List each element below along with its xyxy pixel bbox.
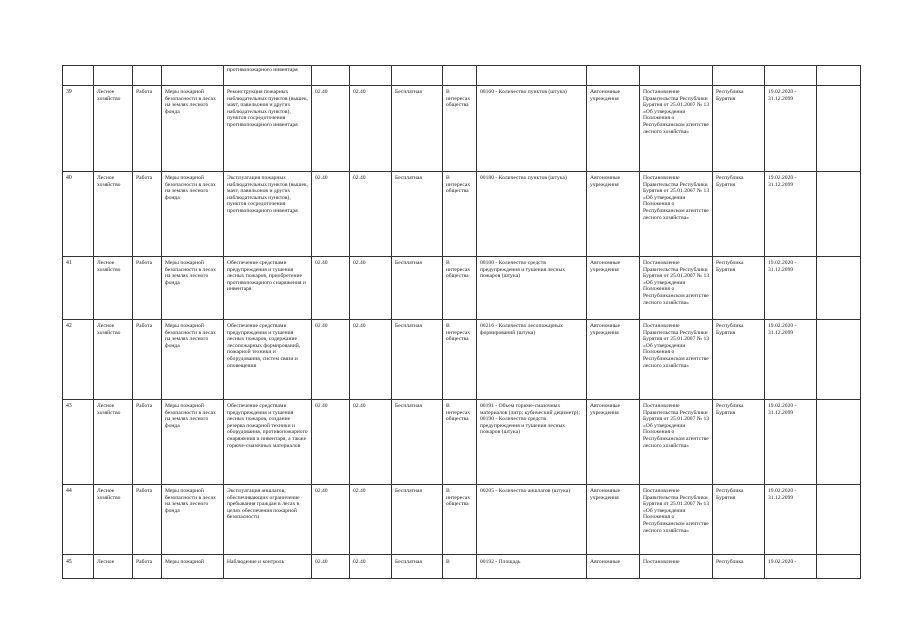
registry-page xyxy=(62,65,860,579)
period-cell: 19.02.2020 - 31.12.2099 xyxy=(765,485,817,555)
activity-cell: Наблюдение и контроль xyxy=(224,555,312,579)
payment-cell: Бесплатная xyxy=(392,555,443,579)
code-cell: 02.40 xyxy=(312,257,350,320)
period-cell: 19.02.2020 - 31.12.2099 xyxy=(765,172,817,257)
institution-cell: Автономные учреждения xyxy=(587,86,640,172)
activity-cell: Обеспечение средствами предупреждения и тушения лесных пожаров, приобретение противопожарного снаряжения и инвентаря xyxy=(224,257,312,320)
name-cell: Меры пожарной безопасности в лесах на землях лесного фонда xyxy=(162,485,224,555)
sector-cell: Лесное xyxy=(94,555,133,579)
interest-cell: В интересах общества xyxy=(443,86,477,172)
kind-cell: Работа xyxy=(133,400,162,485)
kind-cell: Работа xyxy=(133,320,162,400)
basis-cell: Постановление xyxy=(640,555,713,579)
code-cell: 02.40 xyxy=(350,257,392,320)
services-registry-table xyxy=(62,65,861,579)
code-cell: 02.40 xyxy=(312,86,350,172)
activity-cell: Эксплуатация пожарных наблюдательных пунктов (вышек, мачт, павильонов и других наблюдательных пунктов), пунктов сосредоточения противопожарного инвентаря xyxy=(224,172,312,257)
sector-cell: Лесное хозяйство xyxy=(94,320,133,400)
payment-cell: Бесплатная xyxy=(392,485,443,555)
period-cell: 19.02.2020 - xyxy=(765,555,817,579)
institution-cell: Автономные учреждения xyxy=(587,485,640,555)
period-cell: 19.02.2020 - 31.12.2099 xyxy=(765,257,817,320)
basis-cell: Постановление Правительства Республики Бурятия от 25.01.2007 № 13 «Об утверждении Положения о Республиканском агентстве лесного хозяйства» xyxy=(640,400,713,485)
payment-cell: Бесплатная xyxy=(392,320,443,400)
name-cell: Меры пожарной безопасности в лесах на землях лесного фонда xyxy=(162,172,224,257)
name-cell: Меры пожарной безопасности в лесах на землях лесного фонда xyxy=(162,400,224,485)
name-cell: Меры пожарной безопасности в лесах на землях лесного фонда xyxy=(162,320,224,400)
period-cell: 19.02.2020 - 31.12.2099 xyxy=(765,400,817,485)
institution-cell: Автономные учреждения xyxy=(587,320,640,400)
interest-cell: В интересах общества xyxy=(443,485,477,555)
table-row xyxy=(63,86,861,172)
sector-cell: Лесное хозяйство xyxy=(94,257,133,320)
kind-cell: Работа xyxy=(133,485,162,555)
table-row xyxy=(63,320,861,400)
basis-cell: Постановление Правительства Республики Бурятия от 25.01.2007 № 13 «Об утверждении Положения о Республиканском агентстве лесного хозяйства» xyxy=(640,485,713,555)
code-cell: 02.40 xyxy=(350,86,392,172)
row-number: 43 xyxy=(63,400,94,485)
interest-cell: В интересах общества xyxy=(443,172,477,257)
table-row xyxy=(63,400,861,485)
sector-cell: Лесное хозяйство xyxy=(94,86,133,172)
region-cell: Республика Бурятия xyxy=(713,257,765,320)
institution-cell: Автономные учреждения xyxy=(587,172,640,257)
table-row xyxy=(63,485,861,555)
activity-cell: Обеспечение средствами предупреждения и тушения лесных пожаров, содержание лесопожарных формирований, пожарной техники и оборудования, систем связи и оповещения xyxy=(224,320,312,400)
row-number: 44 xyxy=(63,485,94,555)
code-cell: 02.40 xyxy=(350,400,392,485)
table-row xyxy=(63,555,861,579)
row-number: 40 xyxy=(63,172,94,257)
payment-cell: Бесплатная xyxy=(392,257,443,320)
code-cell: 02.40 xyxy=(312,400,350,485)
region-cell: Республика Бурятия xyxy=(713,320,765,400)
code-cell: 02.40 xyxy=(350,172,392,257)
indicator-cell: 00160 - Количество пунктов (штука) xyxy=(477,86,587,172)
indicator-cell: 00192 - Площадь xyxy=(477,555,587,579)
table-row-continuation xyxy=(63,66,861,86)
code-cell: 02.40 xyxy=(312,320,350,400)
kind-cell: Работа xyxy=(133,555,162,579)
basis-cell: Постановление Правительства Республики Бурятия от 25.01.2007 № 13 «Об утверждении Положения о Республиканском агентстве лесного хозяйства» xyxy=(640,257,713,320)
region-cell: Республика Бурятия xyxy=(713,172,765,257)
activity-cell: Обеспечение средствами предупреждения и тушения лесных пожаров, создание резерва пожарной техники и оборудования, противопожарного снаряжения и инвентаря, а также горюче-смазочных материалов xyxy=(224,400,312,485)
activity-cell: противопожарного инвентаря xyxy=(224,66,312,86)
sector-cell: Лесное хозяйство xyxy=(94,172,133,257)
interest-cell: В xyxy=(443,555,477,579)
code-cell: 02.40 xyxy=(312,172,350,257)
code-cell: 02.40 xyxy=(312,485,350,555)
basis-cell: Постановление Правительства Республики Бурятия от 25.01.2007 № 13 «Об утверждении Положения о Республиканском агентстве лесного хозяйства» xyxy=(640,86,713,172)
interest-cell: В интересах общества xyxy=(443,400,477,485)
indicator-cell: 00180 - Количество пунктов (штука) xyxy=(477,172,587,257)
table-row xyxy=(63,172,861,257)
indicator-cell: 00205 - Количество аншлагов (штука) xyxy=(477,485,587,555)
institution-cell: Автономные xyxy=(587,555,640,579)
basis-cell: Постановление Правительства Республики Бурятия от 25.01.2007 № 13 «Об утверждении Положения о Республиканском агентстве лесного хозяйства» xyxy=(640,172,713,257)
name-cell: Меры пожарной xyxy=(162,555,224,579)
kind-cell: Работа xyxy=(133,172,162,257)
region-cell: Республика xyxy=(713,555,765,579)
name-cell: Меры пожарной безопасности в лесах на землях лесного фонда xyxy=(162,257,224,320)
code-cell: 02.40 xyxy=(350,320,392,400)
kind-cell: Работа xyxy=(133,257,162,320)
row-number: 41 xyxy=(63,257,94,320)
indicator-cell: 00191 - Объем горюче-смазочных материалов (литр; кубический дециметр); 00190 - Количество средств предупреждения и тушения лесных пожаров (штука) xyxy=(477,400,587,485)
name-cell: Меры пожарной безопасности в лесах на землях лесного фонда xyxy=(162,86,224,172)
activity-cell: Реконструкция пожарных наблюдательных пунктов (вышек, мачт, павильонов и других наблюдательных пунктов), пунктов сосредоточения противопожарного инвентаря xyxy=(224,86,312,172)
indicator-cell: 00216 - Количество лесопожарных формирований (штука) xyxy=(477,320,587,400)
row-number: 42 xyxy=(63,320,94,400)
code-cell: 02.40 xyxy=(350,485,392,555)
interest-cell: В интересах общества xyxy=(443,257,477,320)
code-cell: 02.40 xyxy=(312,555,350,579)
period-cell: 19.02.2020 - 31.12.2099 xyxy=(765,320,817,400)
sector-cell: Лесное хозяйство xyxy=(94,400,133,485)
sector-cell: Лесное хозяйство xyxy=(94,485,133,555)
payment-cell: Бесплатная xyxy=(392,172,443,257)
row-number: 39 xyxy=(63,86,94,172)
activity-cell: Эксплуатация аншлагов, обеспечивающих ограничение пребывания граждан в лесах в целях обеспечения пожарной безопасности xyxy=(224,485,312,555)
code-cell: 02.40 xyxy=(350,555,392,579)
kind-cell: Работа xyxy=(133,86,162,172)
period-cell: 19.02.2020 - 31.12.2099 xyxy=(765,86,817,172)
table-row xyxy=(63,257,861,320)
region-cell: Республика Бурятия xyxy=(713,485,765,555)
payment-cell: Бесплатная xyxy=(392,86,443,172)
payment-cell: Бесплатная xyxy=(392,400,443,485)
region-cell: Республика Бурятия xyxy=(713,86,765,172)
institution-cell: Автономные учреждения xyxy=(587,257,640,320)
row-number: 45 xyxy=(63,555,94,579)
interest-cell: В интересах общества xyxy=(443,320,477,400)
region-cell: Республика Бурятия xyxy=(713,400,765,485)
institution-cell: Автономные учреждения xyxy=(587,400,640,485)
basis-cell: Постановление Правительства Республики Бурятия от 25.01.2007 № 13 «Об утверждении Положения о Республиканском агентстве лесного хозяйства» xyxy=(640,320,713,400)
indicator-cell: 00100 - Количество средств предупреждения и тушения лесных пожаров (штука) xyxy=(477,257,587,320)
